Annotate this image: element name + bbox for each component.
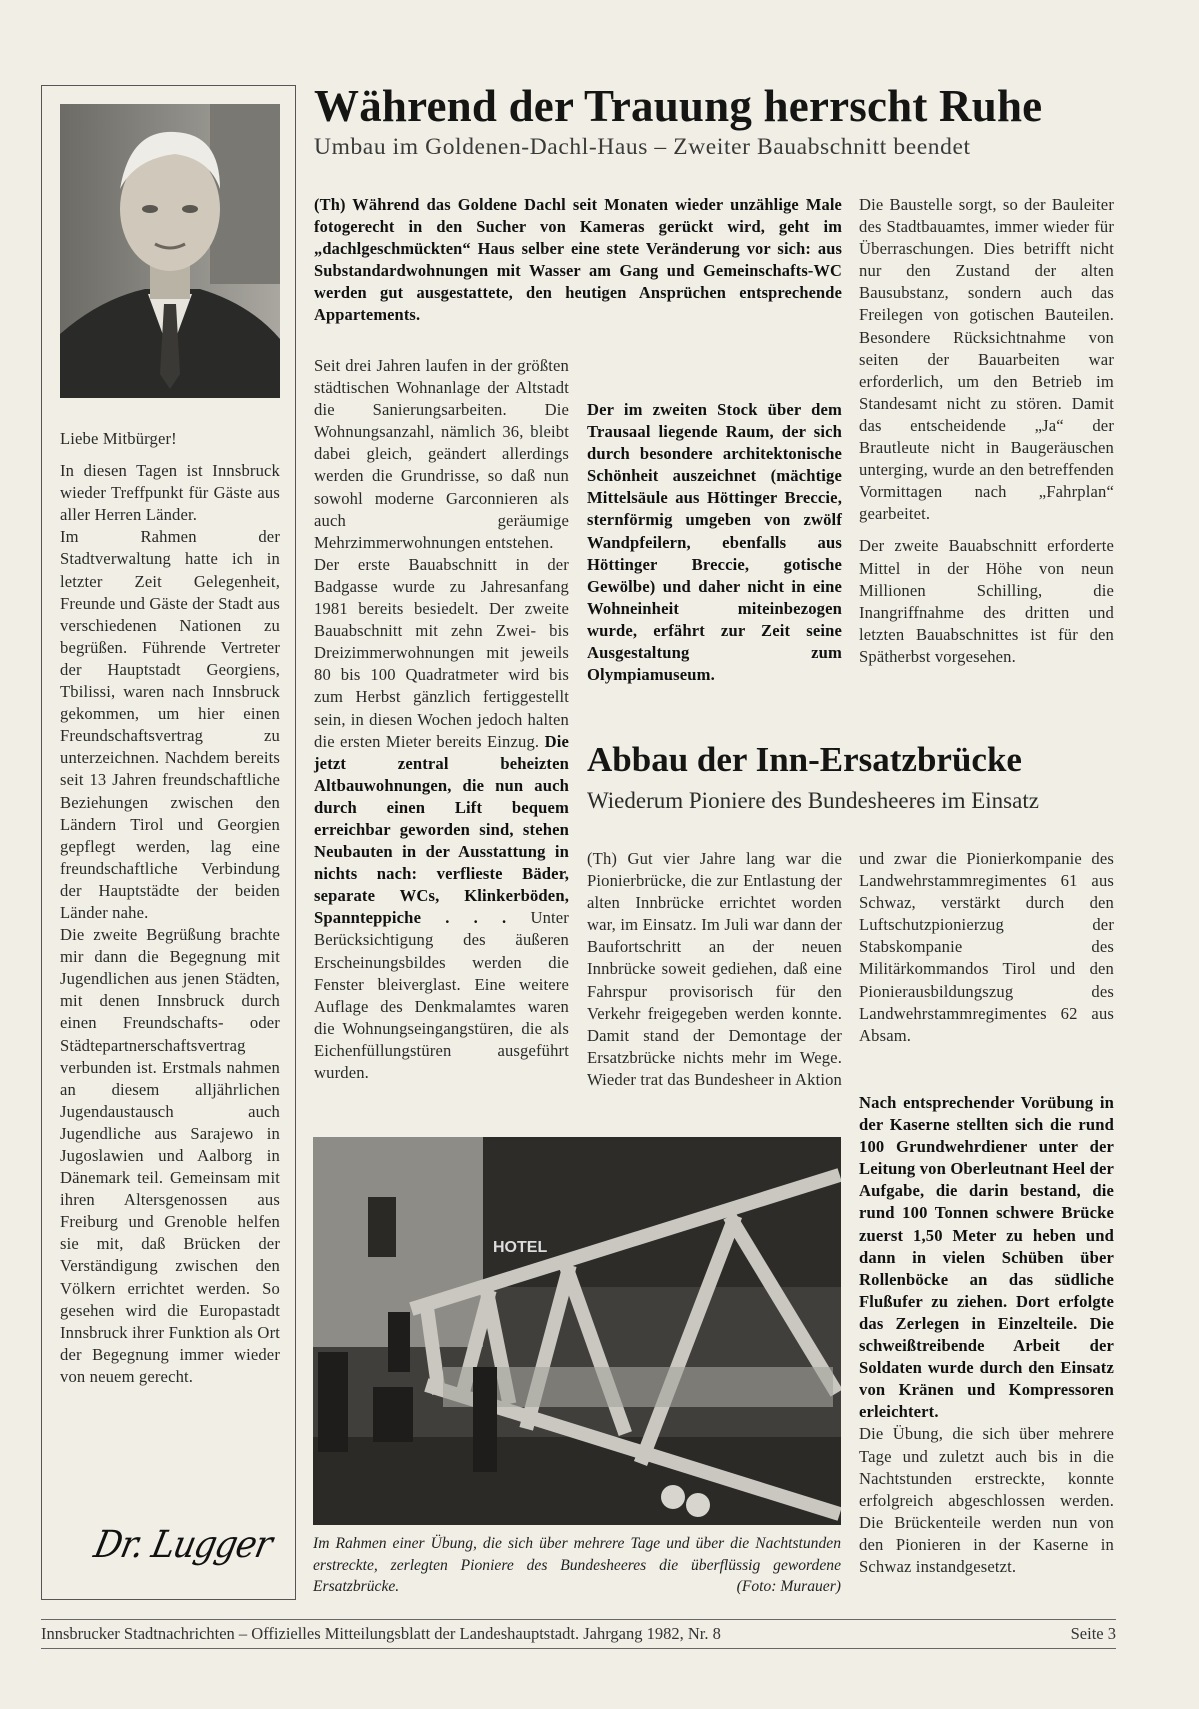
article1-subheadline: Umbau im Goldenen-Dachl-Haus – Zweiter Bauabschnitt beendet <box>314 134 971 160</box>
portrait-image <box>60 104 280 398</box>
photo-caption-text: Im Rahmen einer Übung, die sich über mehrere Tage und über die Nachtstunden erstreckte, zerlegten Pioniere des Bundesheeres die überflüssig gewordene Ersatzbrücke. <box>313 1535 841 1595</box>
article1-column-1 <box>314 355 569 1084</box>
page-footer <box>41 1624 1116 1644</box>
article1-paragraph: Seit drei Jahren laufen in der größten städtischen Wohnanlage der Altstadt die Sanierungsarbeiten. Die Wohnungsanzahl, nämlich 36, bleibt dabei gleich, geändert allerdings werden die Grundrisse, so daß nun sowohl moderne Garconnieren als auch geräumige Mehrzimmerwohnungen entstehen. <box>314 356 569 552</box>
mayor-portrait-photo <box>60 104 280 398</box>
footer-page-number: Seite 3 <box>1070 1624 1116 1643</box>
article1-paragraph: Der zweite Bauabschnitt erforderte Mittel in der Höhe von neun Millionen Schilling, die Inangriffnahme des dritten und letzten Bauabschnittes ist für den Spätherbst vorgesehen. <box>859 536 1114 666</box>
article2-body <box>587 848 1114 1092</box>
mayor-signature: Dr. Lugger <box>90 1523 276 1567</box>
article2-bold-passage: Nach entsprechender Vorübung in der Kaserne stellten sich die rund 100 Grundwehrdiener unter der Leitung von Oberleutnant Heel der Aufgabe, die darin bestand, die rund 100 Tonnen schwere Brücke zuerst 1,50 Meter zu heben und dann in vielen Schüben über Rollenböcke an das südliche Flußufer zu ziehen. Dort erfolgte das Zerlegen in Einzelteile. Die schweißtreibende Arbeit der Soldaten wurde durch den Einsatz von Kränen und Kompressoren erleichtert. <box>859 1093 1114 1422</box>
article1-paragraph: Die Baustelle sorgt, so der Bauleiter des Stadtbauamtes, immer wieder für Überraschungen. Dies betrifft nicht nur den Zustand der alten Bausubstanz, sondern auch das Freilegen von gotischen Bauteilen. Besondere Rücksichtnahme von seiten der Bauarbeiten war erforderlich, um den Betrieb im Standesamt nicht zu stören. Damit das entscheidende „Ja“ der Brautleute nicht in Baugeräuschen unterging, wurde an den betreffenden Vormittagen nach „Fahrplan“ gearbeitet. <box>859 195 1114 524</box>
photo-caption <box>313 1533 841 1598</box>
article1-lede: (Th) Während das Goldene Dachl seit Monaten wieder unzählige Male fotogerecht in den Sucher von Kameras gerückt wird, geht im „dachlgeschmückten“ Haus selber eine stete Veränderung vor sich: aus Substandardwohnungen mit Wasser am Gang und Gemeinschafts-WC werden gut ausgestattete, den heutigen Ansprüchen entsprechende Appartements. <box>314 195 842 325</box>
article1-bold-passage: Der im zweiten Stock über dem Trausaal liegende Raum, der sich durch besondere architektonische Schönheit auszeichnet (mächtige Mittelsäule aus Höttinger Breccie, sternförmig umgeben von zwölf Wandpfeilern, ebenfalls aus Höttinger Breccie, gotische Gewölbe) und daher nicht in eine Wohneinheit miteinbezogen wurde, erfährt zur Zeit seine Ausgestaltung zum Olympiamuseum. <box>587 400 842 685</box>
article1-headline: Während der Trauung herrscht Ruhe <box>314 81 1043 131</box>
article2-column-2 <box>859 1092 1114 1578</box>
article2-subheadline: Wiederum Pioniere des Bundesheeres im Einsatz <box>587 788 1039 813</box>
article2-text: (Th) Gut vier Jahre lang war die Pionierbrücke, die zur Entlastung der alten Innbrücke errichtet worden war, im Einsatz. Im Juli war dann der Baufortschritt an der neuen Innbrücke soweit gediehen, daß eine Fahrspur provisorisch für den Verkehr freigegeben werden konnte. Damit stand der Demontage der Ersatzbrücke nichts mehr im Wege. Wieder trat das Bundesheer in Aktion und zwar die Pionierkompanie des Landwehrstammregimentes 61 aus Schwaz, verstärkt durch den Luftschutzpionierzug der Stabskompanie des Militärkommandos Tirol und den Pionierausbildungszug des Landwehrstammregimentes 62 aus Absam. <box>587 849 1114 1089</box>
footer-publication: Innsbrucker Stadtnachrichten – Offizielles Mitteilungsblatt der Landeshauptstadt. Jahrgang 1982, Nr. 8 <box>41 1624 721 1643</box>
letter-paragraph: Die zweite Begrüßung brachte mir dann die Begegnung mit Jugendlichen aus jenen Städten, mit denen Innsbruck durch einen Freundschafts- oder Städtepartnerschaftsvertrag verbunden ist. Erstmals nahmen an diesem alljährlichen Jugendaustausch auch Jugendliche aus Sarajewo in Jugoslawien und Aalborg in Dänemark teil. Gemeinsam mit ihren Altersgenossen aus Freiburg und Grenoble helfen sie mit, daß Brücken der Verständigung zwischen den Völkern errichtet werden. So gesehen wird die Europastadt Innsbruck ihrer Funktion als Ort der Begegnung immer wieder von neuem gerecht. <box>60 925 280 1386</box>
article1-bold-passage: Die jetzt zentral beheizten Altbauwohnungen, die nun auch durch einen Lift bequem erreichbar geworden sind, stehen Neubauten in der Ausstattung in nichts nach: verflieste Bäder, separate WCs, Klinkerböden, Spannteppiche . . . <box>314 731 569 928</box>
article1-column-2 <box>587 399 842 686</box>
article2-closing-paragraph: Die Übung, die sich über mehrere Tage und zuletzt auch bis in die Nachtstunden erstreckte, konnte erfolgreich abgeschlossen werden. Die Brückenteile werden nun von den Pionieren in der Kaserne in Schwaz instandgesetzt. <box>859 1424 1114 1576</box>
bridge-photo-image <box>313 1137 841 1525</box>
letter-paragraph: In diesen Tagen ist Innsbruck wieder Treffpunkt für Gäste aus aller Herren Länder. <box>60 461 280 525</box>
letter-salutation: Liebe Mitbürger! <box>60 429 177 448</box>
hotel-sign-text: HOTEL <box>493 1239 548 1256</box>
footer-rule-bottom <box>41 1648 1116 1649</box>
article1-column-3 <box>859 194 1114 668</box>
article1-paragraph: Unter Berücksichtigung des äußeren Erscheinungsbildes werden die Fenster bleiverglast. Eine weitere Auflage des Denkmalamtes waren die Wohnungseingangstüren, die als Eichenfüllungstüren ausgeführt wurden. <box>314 908 569 1082</box>
letter-text <box>60 428 280 1388</box>
bridge-photo <box>313 1137 841 1525</box>
article2-headline: Abbau der Inn-Ersatzbrücke <box>587 740 1022 779</box>
letter-paragraph: Im Rahmen der Stadtverwaltung hatte ich in letzter Zeit Gelegenheit, Freunde und Gäste der Stadt aus verschiedenen Nationen zu begrüßen. Führende Vertreter der Hauptstadt Georgiens, Tbilissi, waren nach Innsbruck gekommen, um hier einen Freundschaftsvertrag zu unterzeichnen. Nachdem bereits seit 13 Jahren freundschaftliche Beziehungen zwischen den Ländern Tirol und Georgien gepflegt werden, lag eine freundschaftliche Verbindung der Hauptstädte der beiden Länder nahe. <box>60 527 280 922</box>
footer-rule-top <box>41 1619 1116 1620</box>
article1-paragraph: Der erste Bauabschnitt in der Badgasse wurde zu Jahresanfang 1981 bereits besiedelt. Der zweite Bauabschnitt mit zehn Zwei- bis Dreizimmerwohnungen mit jeweils 80 bis 100 Quadratmeter wird bis zum Herbst gänzlich fertiggestellt sein, in diesen Wochen jedoch halten die ersten Mieter bereits Einzug. <box>314 554 569 751</box>
photo-credit: (Foto: Murauer) <box>736 1578 841 1595</box>
article2-column-1-spacer <box>587 848 1114 1092</box>
